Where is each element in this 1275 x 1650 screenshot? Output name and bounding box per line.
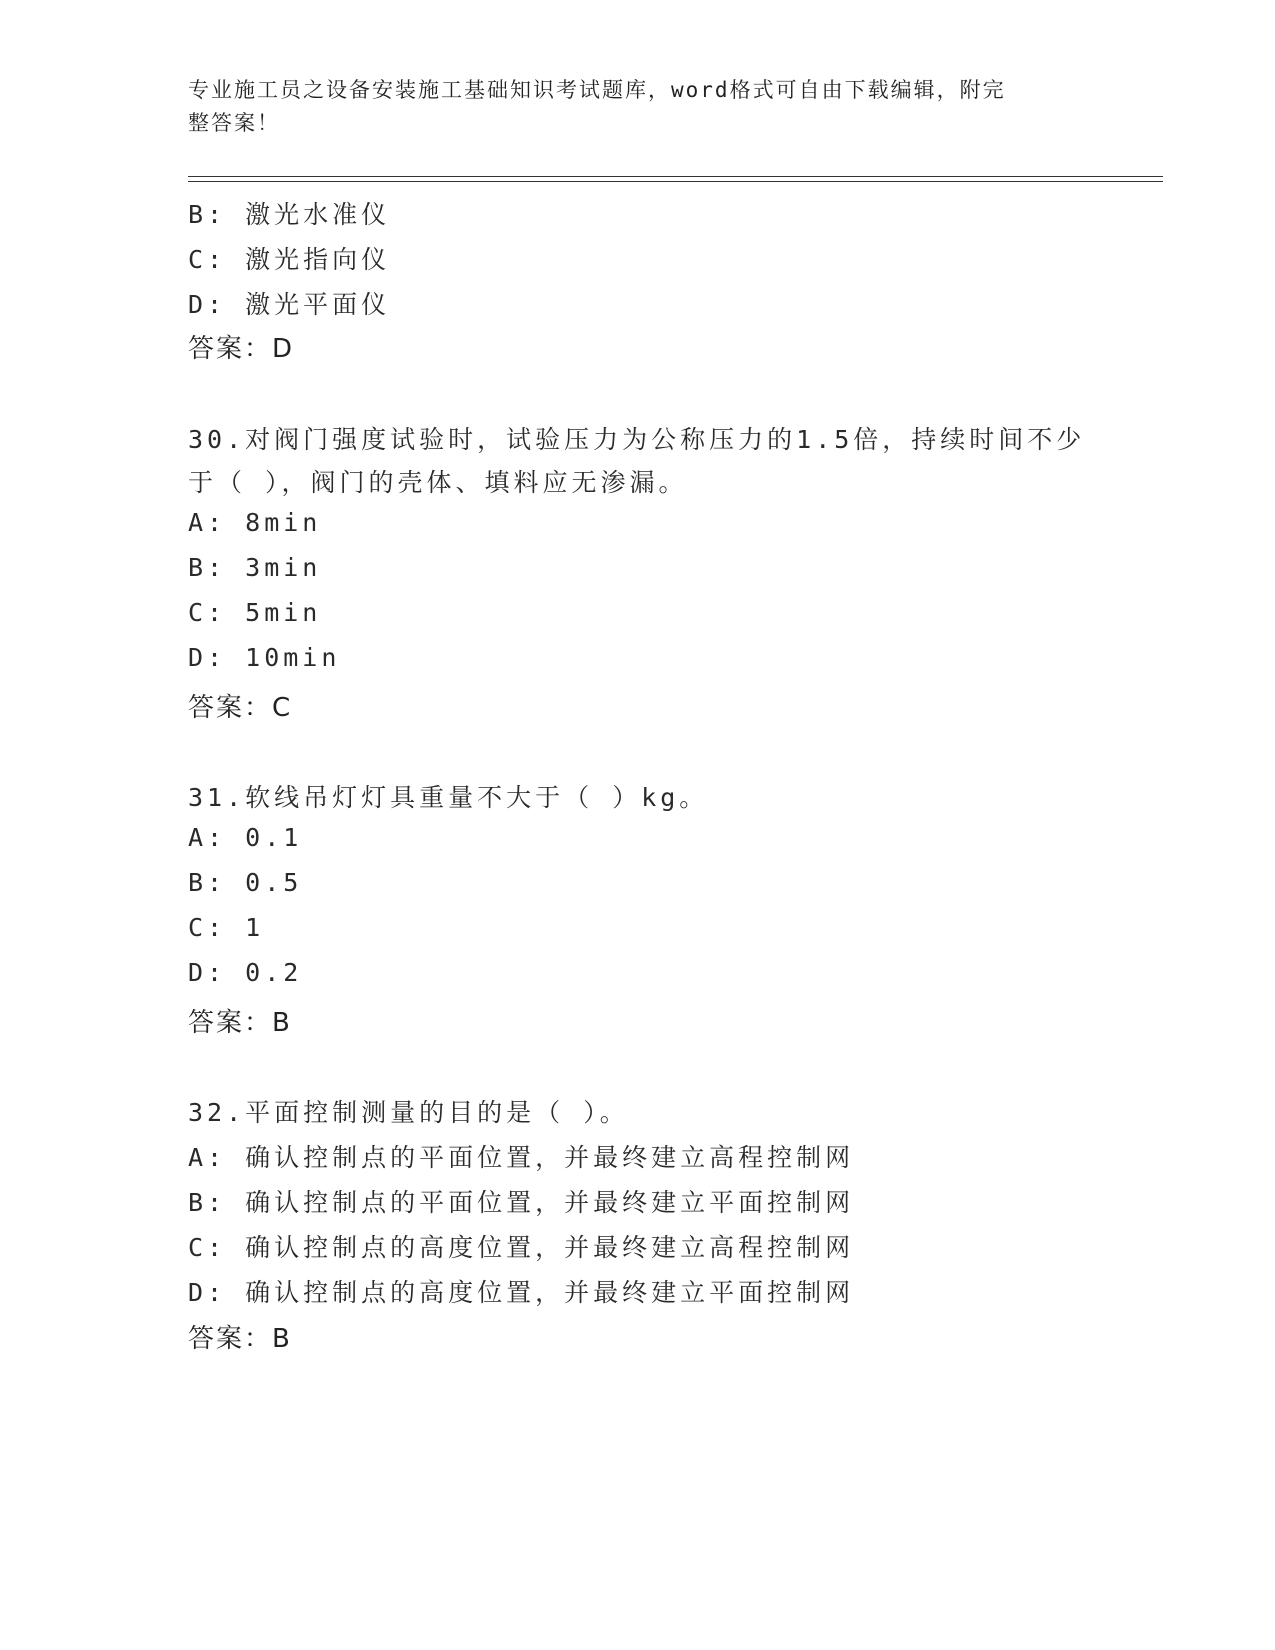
q31-answer: 答案：B (188, 1008, 292, 1038)
q29-answer: 答案：D (188, 334, 295, 364)
q31-option-b: B: 0.5 (188, 868, 303, 897)
header-divider-top (188, 176, 1163, 177)
q32-option-c: C: 确认控制点的高度位置，并最终建立高程控制网 (188, 1233, 855, 1262)
q32-stem: 32.平面控制测量的目的是（ ）。 (188, 1098, 629, 1127)
document-header (188, 74, 1068, 140)
q31-stem: 31.软线吊灯灯具重量不大于（ ）kg。 (188, 783, 709, 812)
q32-option-a: A: 确认控制点的平面位置，并最终建立高程控制网 (188, 1143, 855, 1172)
header-line-2: 整答案！ (188, 111, 280, 135)
q31-option-d: D: 0.2 (188, 958, 303, 987)
q30-option-a: A: 8min (188, 508, 322, 537)
q30-option-c: C: 5min (188, 598, 322, 627)
header-line-1: 专业施工员之设备安装施工基础知识考试题库，word格式可自由下载编辑，附完 (188, 78, 1006, 102)
q30-option-b: B: 3min (188, 553, 322, 582)
q32-option-d: D: 确认控制点的高度位置，并最终建立平面控制网 (188, 1278, 855, 1307)
q30-stem-line-2: 于（ ），阀门的壳体、填料应无渗漏。 (188, 468, 688, 497)
header-divider-bottom (188, 181, 1163, 182)
q32-answer: 答案：B (188, 1324, 292, 1354)
q29-option-c: C: 激光指向仪 (188, 245, 391, 274)
q32-option-b: B: 确认控制点的平面位置，并最终建立平面控制网 (188, 1188, 855, 1217)
q29-option-b: B: 激光水准仪 (188, 200, 391, 229)
q30-answer: 答案：C (188, 693, 293, 723)
q30-stem-line-1: 30.对阀门强度试验时，试验压力为公称压力的1.5倍，持续时间不少 (188, 425, 1086, 454)
q31-option-a: A: 0.1 (188, 823, 303, 852)
q30-option-d: D: 10min (188, 643, 341, 672)
q31-option-c: C: 1 (188, 913, 265, 942)
q29-option-d: D: 激光平面仪 (188, 290, 391, 319)
